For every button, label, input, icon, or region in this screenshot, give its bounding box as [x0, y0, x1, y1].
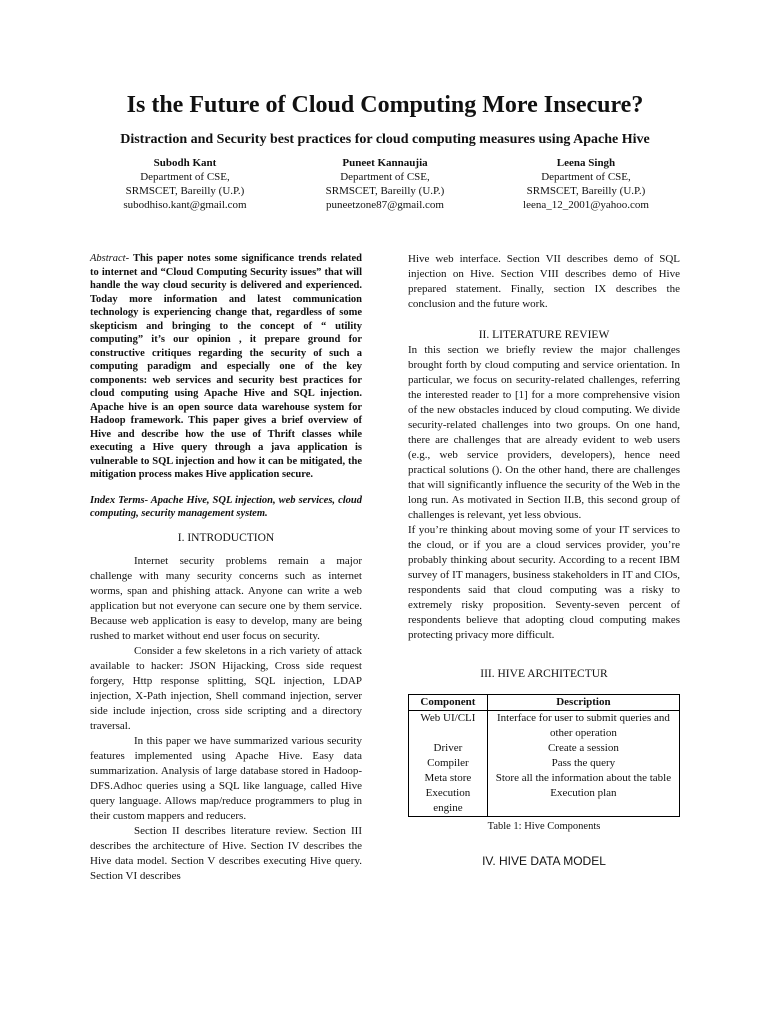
right-column	[408, 252, 680, 869]
table-header-description: Description	[487, 695, 679, 711]
table-header-component: Component	[409, 695, 488, 711]
section-heading-architecture: III. HIVE ARCHITECTUR	[480, 668, 608, 680]
author-dept: Department of CSE,	[340, 171, 430, 183]
literature-paragraph-1: In this section we briefly review the major challenges brought forth by cloud computing and service orientation. In particular, we focus on security-related challenges, referring the interested reader to [1] for a more comprehensive vision of the new obstacles induced by cloud computing. We divide security-related challenges into two groups. On one hand, there are challenges that are already evident to web users (e.g., web service providers, developers), hence need practical solutions (). On the other hand, there are challenges that will significantly influence the security of the Web in the long run. As motivated in Section II.B, this second group of challenges is relevant, yet less obvious.	[408, 344, 680, 521]
paper-title: Is the Future of Cloud Computing More Insecure?	[126, 92, 644, 118]
left-column	[90, 252, 362, 884]
table-caption: Table 1: Hive Components	[487, 821, 601, 832]
author-inst: SRMSCET, Bareilly (U.P.)	[125, 185, 245, 197]
table-cell-component: Compiler	[409, 756, 488, 771]
author-email: puneetzone87@gmail.com	[326, 199, 444, 211]
table-cell-description: Store all the information about the table	[487, 771, 679, 786]
table-cell-description: Interface for user to submit queries and other operation	[487, 711, 679, 742]
section-heading-data-model: IV. HIVE DATA MODEL	[482, 854, 606, 868]
hive-components-table	[408, 694, 680, 817]
table-row	[409, 756, 680, 771]
intro-paragraph-3: In this paper we have summarized various security features implemented using Apache Hive. Easy data summarization. Analysis of large database stored in Hadoop-DFS.Adhoc queries using a SQL like language, called Hive query language. Allows map/reduce programmers to plug in their custom mappers and reducers.	[90, 734, 362, 822]
author-email: subodhiso.kant@gmail.com	[123, 199, 247, 211]
abstract-lead: Abstract-	[90, 253, 130, 264]
table-cell-component: Execution engine	[409, 786, 488, 817]
author-inst: SRMSCET, Bareilly (U.P.)	[526, 185, 646, 197]
paper-subtitle: Distraction and Security best practices for cloud computing measures using Apache Hive	[120, 132, 650, 147]
abstract-body: This paper notes some significance trends related to internet and “Cloud Computing Security issues” that will handle the way cloud security is delivered and experienced. Today more information and latest communication technology is experiencing change that, regardless of some skepticism and bringing to the concept of “ utility computing” it’s our opinion , it prepare ground for constructive critiques regarding the security of such a computing paradigm and especially one of the key components: web services and security best practices for cloud computing using Apache Hive and SQL injection. Apache hive is an open source data warehouse system for Hadoop framework. This paper gives a brief overview of Hive and describe how the use of Thrift classes while executing a Hive query through a java application is vulnerable to SQL injection and how it can be mitigated, the mitigation process makes Hive application secure.	[90, 253, 362, 480]
table-row	[409, 786, 680, 817]
author-inst: SRMSCET, Bareilly (U.P.)	[325, 185, 445, 197]
author-dept: Department of CSE,	[140, 171, 230, 183]
author-block-1	[85, 156, 285, 212]
intro-paragraph-4: Section II describes literature review. Section III describes the architecture of Hive. Section IV describes the Hive data model. Section V describes executing Hive query. Section VI describes	[90, 824, 362, 882]
abstract	[90, 252, 362, 482]
author-dept: Department of CSE,	[541, 171, 631, 183]
table-cell-component: Web UI/CLI	[409, 711, 488, 742]
author-block-2	[285, 156, 485, 212]
literature-paragraph-2: If you’re thinking about moving some of your IT services to the cloud, or if you are a cloud services provider, you’re probably thinking about security. According to a recent IBM survey of IT managers, business stakeholders in IT and CIOs, respondents said that cloud computing was a risky to extremely risky proposition. Seventy-seven percent of respondents believe that adopting cloud computing makes protecting privacy more difficult.	[408, 524, 680, 641]
table-cell-description: Pass the query	[487, 756, 679, 771]
author-name: Subodh Kant	[153, 157, 217, 169]
table-row	[409, 741, 680, 756]
table-cell-component: Driver	[409, 741, 488, 756]
table-cell-description: Create a session	[487, 741, 679, 756]
intro-continued-paragraph: Hive web interface. Section VII describes demo of SQL injection on Hive. Section VIII describes demo of Hive prepared statement. Finally, section IX describes the conclusion and the future work.	[408, 253, 680, 310]
table-row	[409, 771, 680, 786]
intro-paragraph-2: Consider a few skeletons in a rich variety of attack available to hacker: JSON Hijacking, Cross side request forgery, Http response splitting, SQL injection, LDAP injection, X-Path injection, Shell command injection, server side include injection, cross side scripting and a directory traversal.	[90, 644, 362, 732]
section-heading-introduction: I. INTRODUCTION	[177, 531, 275, 544]
author-email: leena_12_2001@yahoo.com	[523, 199, 649, 211]
table-row	[409, 711, 680, 742]
section-heading-literature-review: II. LITERATURE REVIEW	[478, 329, 610, 341]
index-terms: Index Terms- Apache Hive, SQL injection, web services, cloud computing, security management system.	[90, 494, 362, 519]
table-cell-component: Meta store	[409, 771, 488, 786]
author-name: Leena Singh	[556, 157, 616, 169]
table-cell-description: Execution plan	[487, 786, 679, 817]
author-name: Puneet Kannaujia	[342, 157, 428, 169]
author-block-3	[486, 156, 686, 212]
intro-paragraph-1: Internet security problems remain a major challenge with many security concerns such as internet worms, span and phishing attack. Anyone can write a web application but not everyone can secure one by them service. Because web application is easy to develop, many are being rushed to market without end user focus on security.	[90, 554, 362, 642]
